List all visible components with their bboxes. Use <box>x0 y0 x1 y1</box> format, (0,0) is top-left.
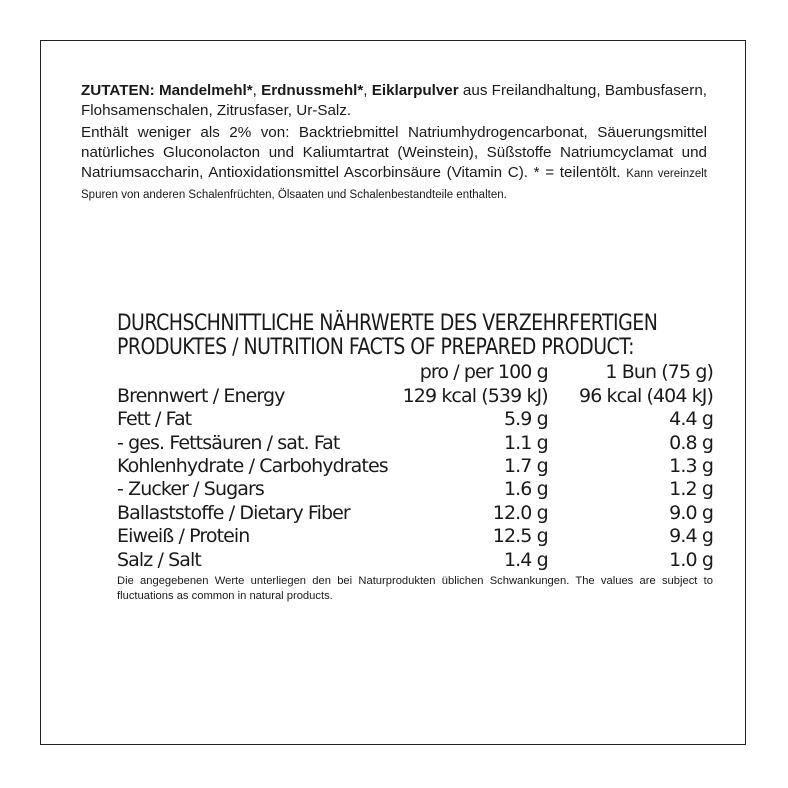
column-header-per-100g: pro / per 100 g <box>419 361 548 384</box>
nutrition-title-line2: PRODUKTES / NUTRITION FACTS OF PREPARED PRODUCT: <box>117 335 635 360</box>
nutrition-row <box>117 430 713 453</box>
nutrition-row <box>117 500 713 523</box>
ingredients-list <box>81 81 707 121</box>
nutrient-name: Kohlenhydrate / Carbohydrates <box>117 454 388 477</box>
nutrition-facts <box>117 312 713 604</box>
value-per-100g: 1.7 g <box>503 454 548 477</box>
ingredients-block <box>81 81 707 205</box>
traces-note: Kann vereinzelt Spuren von anderen Schalenfrüchten, Ölsaaten und Schalenbestandteile enthalten. <box>81 168 707 201</box>
ingredient-egg-white-powder: Eiklarpulver <box>371 82 459 99</box>
additives-text <box>81 123 707 205</box>
nutrient-name: - ges. Fettsäuren / sat. Fat <box>117 431 340 454</box>
separator: , <box>363 82 372 99</box>
value-per-100g: 129 kcal (539 kJ) <box>402 384 548 407</box>
nutrition-row <box>117 524 713 547</box>
nutrient-name: - Zucker / Sugars <box>117 478 264 501</box>
column-header-per-bun: 1 Bun (75 g) <box>605 361 713 384</box>
separator: , <box>252 82 262 99</box>
value-per-bun: 1.3 g <box>669 454 713 477</box>
value-per-100g: 12.0 g <box>492 501 548 524</box>
nutrition-title-line1: DURCHSCHNITTLICHE NÄHRWERTE DES VERZEHRFERTIGEN <box>117 311 658 336</box>
ingredient-almond-flour: Mandelmehl* <box>158 82 253 99</box>
value-per-100g: 1.4 g <box>503 548 548 571</box>
value-per-bun: 9.4 g <box>669 525 713 548</box>
nutrient-name: Brennwert / Energy <box>117 384 285 407</box>
value-per-bun: 1.0 g <box>669 548 713 571</box>
value-per-bun: 4.4 g <box>669 408 713 431</box>
ingredients-label: ZUTATEN: <box>81 82 155 99</box>
value-per-bun: 9.0 g <box>669 501 713 524</box>
nutrition-row <box>117 407 713 430</box>
nutrition-row <box>117 383 713 406</box>
nutrient-name: Fett / Fat <box>117 408 192 431</box>
nutrition-footnote: Die angegebenen Werte unterliegen den bei Naturprodukten üblichen Schwankungen. The values are subject to fluctuations as common in natural products. <box>117 574 713 602</box>
value-per-100g: 1.6 g <box>503 478 548 501</box>
value-per-100g: 12.5 g <box>492 525 548 548</box>
label-frame <box>40 40 746 745</box>
nutrition-row <box>117 477 713 500</box>
additives: Enthält weniger als 2% von: Backtriebmittel Natriumhydrogencarbonat, Säuerungsmittel natürliches Gluconolacton und Kaliumtartrat (Weinstein), Süßstoffe Natriumcyclamat und Natriumsaccharin, Antioxidationsmittel Ascorbinsäure (Vitamin C). * = teilentölt. <box>81 124 707 181</box>
nutrient-name: Salz / Salt <box>117 548 201 571</box>
nutrition-header-row <box>117 360 713 383</box>
header-blank <box>117 360 388 383</box>
nutrition-row <box>117 547 713 570</box>
nutrient-name: Eiweiß / Protein <box>117 525 250 548</box>
nutrition-row <box>117 454 713 477</box>
ingredient-peanut-flour: Erdnussmehl* <box>261 82 364 99</box>
value-per-100g: 1.1 g <box>503 431 548 454</box>
ingredients-rest: aus Freilandhaltung, Bambusfasern, Flohsamenschalen, Zitrusfaser, Ur-Salz. <box>81 82 707 119</box>
value-per-bun: 96 kcal (404 kJ) <box>579 384 713 407</box>
value-per-100g: 5.9 g <box>503 408 548 431</box>
nutrition-table <box>117 360 713 571</box>
value-per-bun: 0.8 g <box>669 431 713 454</box>
value-per-bun: 1.2 g <box>669 478 713 501</box>
nutrient-name: Ballaststoffe / Dietary Fiber <box>117 501 350 524</box>
